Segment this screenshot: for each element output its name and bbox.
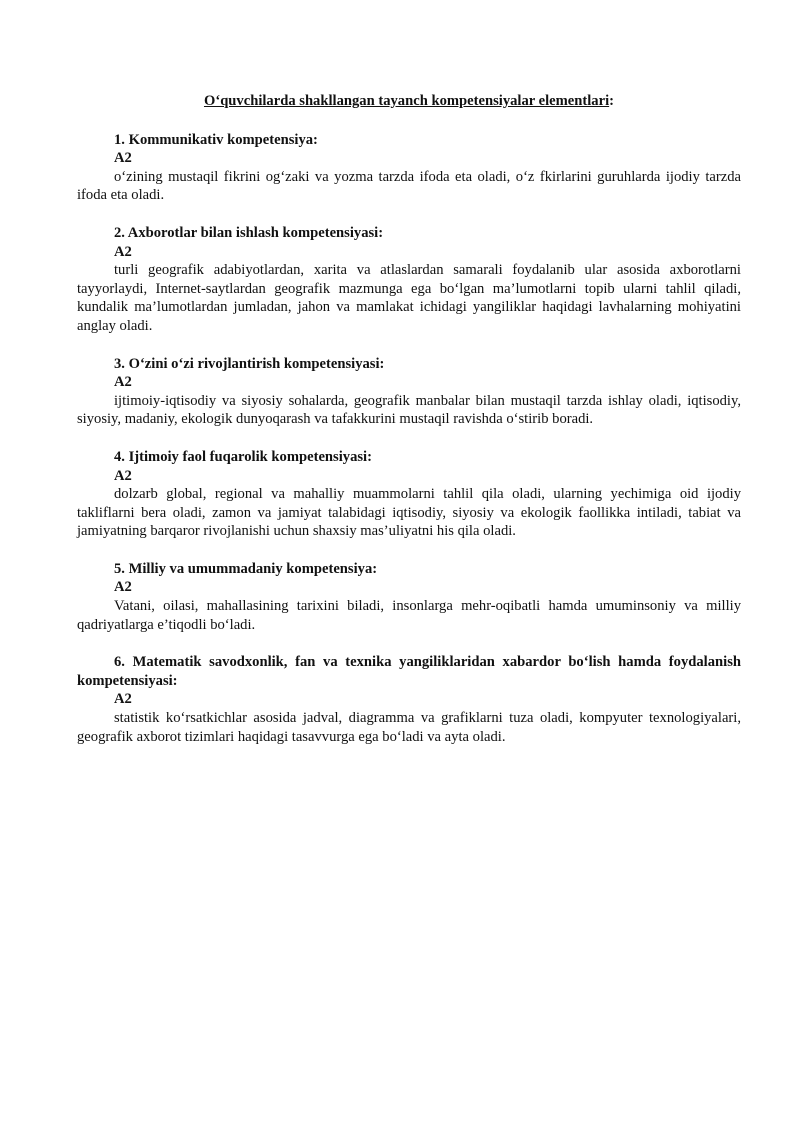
section-level: A2 [114,691,132,708]
section-heading: 6. Matematik savodxonlik, fan va texnika yangiliklaridan xabardor bo‘lish hamda foydalanish kompetensiyasi: [77,654,741,689]
section-level: A2 [114,374,132,391]
section-heading: 3. O‘zini o‘zi rivojlantirish kompetensiyasi: [114,355,385,372]
section-text: ijtimoiy-iqtisodiy va siyosiy sohalarda, geografik manbalar bilan mustaqil tarzda ishlay oladi, iqtisodiy, siyosiy, madaniy, ekologik dunyoqarash va tafakkurini mustaqil ravishda o‘stirib boradi. [77,392,741,428]
document-page [77,92,741,765]
section-level: A2 [114,150,132,167]
section-heading: 1. Kommunikativ kompetensiya: [114,131,318,148]
document-title-colon: : [609,93,614,109]
section-cultural [77,560,741,634]
section-self-development [77,355,741,429]
section-civic [77,448,741,541]
section-information [77,224,741,336]
section-level: A2 [114,579,132,596]
section-text: Vatani, oilasi, mahallasining tarixini biladi, insonlarga mehr-oqibatli hamda umuminsoniy va milliy qadriyatlarga e’tiqodli bo‘ladi. [77,598,741,633]
section-heading: 2. Axborotlar bilan ishlash kompetensiyasi: [114,224,384,241]
section-heading: 4. Ijtimoiy faol fuqarolik kompetensiyasi: [114,448,372,465]
section-heading: 5. Milliy va umummadaniy kompetensiya: [114,560,378,577]
document-title [77,92,741,111]
document-title-text: O‘quvchilarda shakllangan tayanch kompetensiyalar elementlari [203,93,610,109]
section-mathematical [77,653,741,746]
section-text: o‘zining mustaqil fikrini og‘zaki va yozma tarzda ifoda eta oladi, o‘z fkirlarini guruhlarda ijodiy tarzda ifoda eta oladi. [77,168,741,204]
section-communicative [77,131,741,205]
section-text: turli geografik adabiyotlardan, xarita va atlaslardan samarali foydalanib ular asosida axborotlarni tayyorlaydi, Internet-saytlardan geografik mazmunga ega bo‘lgan ma’lumotlarni topib ularni tahlil qiladi, kundalik ma’lumotlardan jumladan, jahon va mamlakat ichidagi yangiliklar haqidagi lavhalarning mohiyatini anglay oladi. [77,262,741,334]
section-text: dolzarb global, regional va mahalliy muammolarni tahlil qila oladi, ularning yechimiga oid ijodiy takliflarni bera oladi, zamon va jamiyat talabidagi iqtisodiy, siyosiy va ekologik faollikka intiladi, tabiat va jamiyatning barqaror rivojlanishi uchun shaxsiy mas’uliyatni his qila oladi. [77,486,741,540]
section-level: A2 [114,467,132,484]
section-text: statistik ko‘rsatkichlar asosida jadval, diagramma va grafiklarni tuza oladi, kompyuter texnologiyalari, geografik axborot tizimlari haqidagi tasavvurga ega bo‘ladi va ayta oladi. [77,710,741,745]
section-level: A2 [114,243,132,260]
